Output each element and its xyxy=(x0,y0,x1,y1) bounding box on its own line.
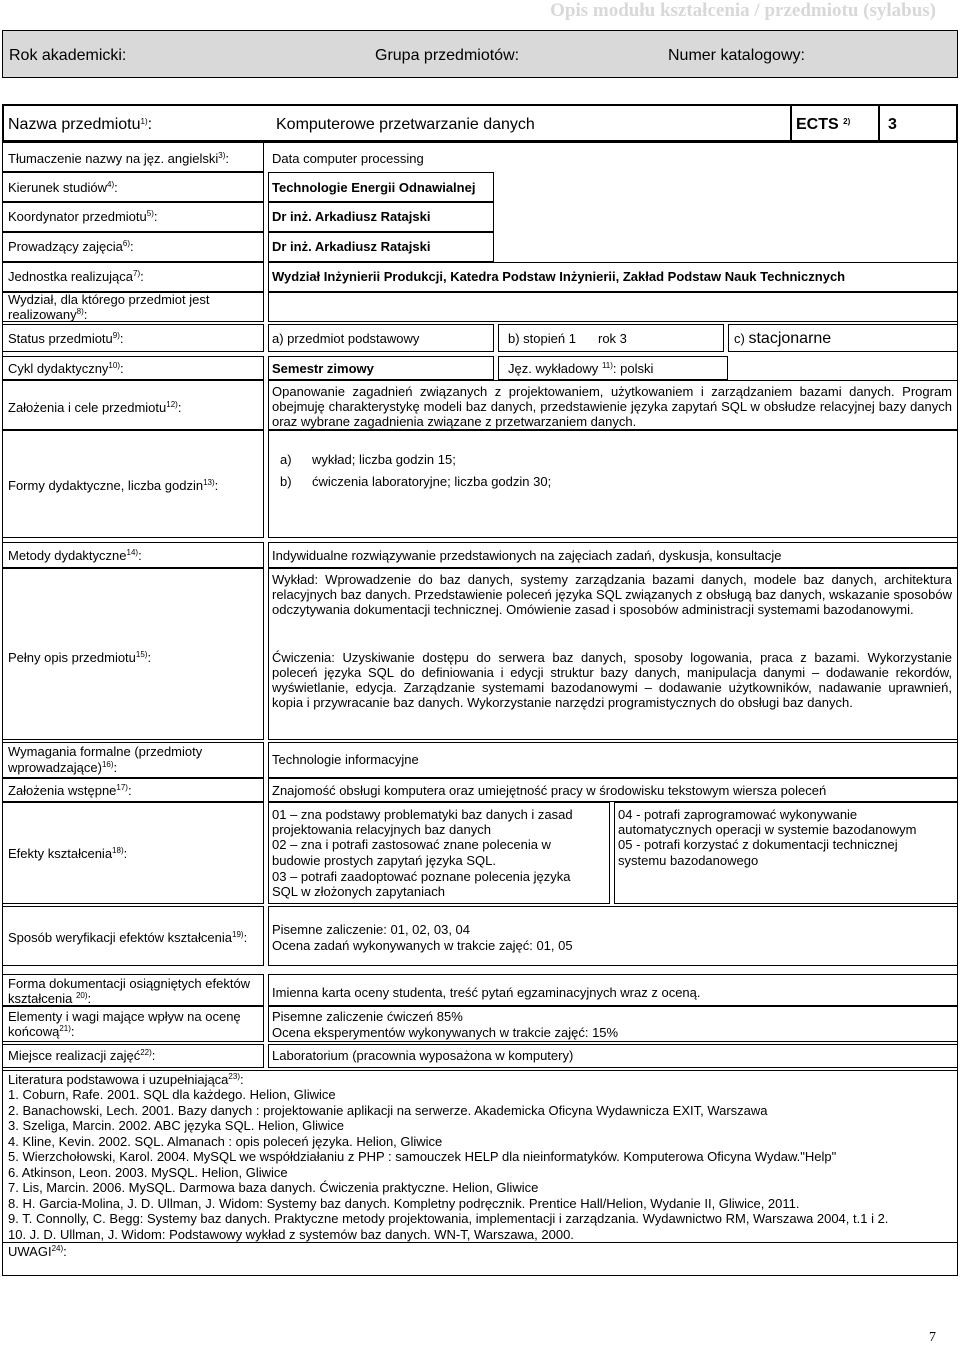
field-of-study-label: Kierunek studiów$^{4)}$: xyxy=(8,180,118,195)
lecturer-label: Prowadzący zajęcia$^{6)}$: xyxy=(8,239,134,254)
catalog-number-label: Numer katalogowy: xyxy=(668,47,805,64)
grading-label-line1: Elementy i wagi mające wpływ na ocenę xyxy=(8,1009,241,1024)
outcome-line: projektowania relacyjnych baz danych xyxy=(272,822,491,837)
literature-item: 4. Kline, Kevin. 2002. SQL. Almanach : opis poleceń języka. Helion, Gliwice xyxy=(8,1133,443,1149)
grading-label-line2: końcową$^{21)}$: xyxy=(8,1024,75,1039)
prerequisites-label-line1: Wymagania formalne (przedmioty xyxy=(8,744,203,759)
description-exercises: Ćwiczenia: Uzyskiwanie dostępu do serwera baz danych, sposoby logowania, praca z bazami. Wykorzystanie poleceń języka SQL do definiowania i edycji struktur bazy danych, manipulacja danymi – dodawanie rekordów, wyświetlanie, edycja. Zarządzanie systemami bazodanowymi – dodawanie użytkowników, nadawanie uprawnień, kopia i przywracanie baz danych. Wykorzystanie narzędzi programistycznych do obsługi baz danych. xyxy=(272,650,952,710)
outcome-line: SQL w złożonych zapytaniach xyxy=(272,884,445,899)
status-label: Status przedmiotu$^{9)}$: xyxy=(8,331,124,346)
literature-label: Literatura podstawowa i uzupełniająca$^{23)}$: xyxy=(8,1072,244,1087)
cycle-label: Cykl dydaktyczny$^{10)}$: xyxy=(8,361,124,376)
page-number: 7 xyxy=(929,1330,936,1345)
prerequisites-label-line2: wprowadzające)$^{16)}$: xyxy=(8,760,118,775)
grading-line: Pisemne zaliczenie ćwiczeń 85% xyxy=(272,1009,463,1024)
documentation-value: Imienna karta oceny studenta, treść pytań egzaminacyjnych wraz z oceną. xyxy=(272,985,701,1000)
academic-info-box xyxy=(2,30,958,78)
remarks-label: UWAGI$^{24)}$: xyxy=(8,1244,67,1259)
outcome-line: budowie prostych zapytań języka SQL. xyxy=(272,853,497,868)
faculty-label-line2: realizowany$^{8)}$: xyxy=(8,307,88,322)
teaching-form-a: wykład; liczba godzin 15; xyxy=(312,452,456,467)
outcome-line: 04 - potrafi zaprogramować wykonywanie xyxy=(618,807,858,822)
status-type: a) przedmiot podstawowy xyxy=(272,331,420,346)
description-lecture: Wykład: Wprowadzenie do baz danych, systemy zarządzania bazami danych, modele baz danych, architektura relacyjnych baz danych. Przedstawienie poleceń języka SQL związanych z obsługą baz danych, wskazanie sposobów odczytywania dokumentacji technicznej. Omówienie zasad i sposobów administracji systemami bazodanowymi. xyxy=(272,572,952,617)
literature-item: 3. Szeliga, Marcin. 2002. ABC języka SQL. Helion, Gliwice xyxy=(8,1118,344,1133)
status-year: rok 3 xyxy=(598,331,627,346)
outcome-line: 03 – potrafi zaadoptować poznane polecenia języka xyxy=(272,869,571,884)
field-of-study-value: Technologie Energii Odnawialnej xyxy=(272,180,476,195)
course-name-value: Komputerowe przetwarzanie danych xyxy=(276,116,535,133)
location-label: Miejsce realizacji zajęć$^{22)}$: xyxy=(8,1048,156,1063)
outcome-line: 05 - potrafi korzystać z dokumentacji technicznej xyxy=(618,837,898,852)
literature-item: 2. Banachowski, Lech. 2001. Bazy danych : projektowanie aplikacji na serwerze. Akademicka Oficyna Wydawnicza EXIT, Warszawa xyxy=(8,1102,768,1118)
learning-outcomes-label: Efekty kształcenia$^{18)}$: xyxy=(8,846,128,861)
literature-item: 1. Coburn, Rafe. 2001. SQL dla każdego. Helion, Gliwice xyxy=(8,1087,336,1102)
objectives-value: Opanowanie zagadnień związanych z projektowaniem, użytkowaniem i zarządzaniem bazami danych. Program obejmuję charakterystykę modeli baz danych, przedstawienie języka zapytań SQL w obsłudze relacyjnej bazy danych oraz wybrane zagadnienia związane z przetwarzaniem danych. xyxy=(272,384,952,429)
documentation-label-line2: kształcenia $^{20)}$: xyxy=(8,991,92,1006)
status-degree: b) stopień 1 xyxy=(508,331,576,346)
teaching-forms-label: Formy dydaktyczne, liczba godzin$^{13)}$: xyxy=(8,478,219,493)
literature-item: 9. T. Connolly, C. Begg: Systemy baz danych. Praktyczne metody projektowania, implementacji i zarządzania. Wydawnictwo RM, Warszawa 2004, t.1 i 2. xyxy=(8,1211,889,1226)
teaching-form-marker-a: a) xyxy=(280,452,292,467)
subject-group-label: Grupa przedmiotów: xyxy=(375,47,520,64)
literature-item: 5. Wierzchołowski, Karol. 2004. MySQL we współdziałaniu z PHP : samouczek HELP dla nieinformatyków. Komputerowa Oficyna Wydaw."Help" xyxy=(8,1149,837,1164)
cycle-value: Semestr zimowy xyxy=(272,361,374,376)
verification-label: Sposób weryfikacji efektów kształcenia$^{19)}$: xyxy=(8,930,248,945)
outcome-line: 01 – zna podstawy problematyki baz danych i zasad xyxy=(272,807,573,822)
course-name-row xyxy=(2,104,958,142)
location-value: Laboratorium (pracownia wyposażona w komputery) xyxy=(272,1048,574,1063)
methods-label: Metody dydaktyczne$^{14)}$: xyxy=(8,548,142,563)
coordinator-value: Dr inż. Arkadiusz Ratajski xyxy=(272,209,431,224)
teaching-form-marker-b: b) xyxy=(280,474,292,489)
literature-item: 6. Atkinson, Leon. 2003. MySQL. Helion, Gliwice xyxy=(8,1164,288,1180)
methods-value: Indywidualne rozwiązywanie przedstawionych na zajęciach zadań, dyskusja, konsultacje xyxy=(272,548,782,563)
outcome-line: 02 – zna i potrafi zastosować znane polecenia w xyxy=(272,837,551,852)
literature-item: 8. H. Garcia-Molina, J. D. Ullman, J. Widom: Systemy baz danych. Kompletny podręcznik. Prentice Hall/Helion, Wydanie II, Gliwice, 2011. xyxy=(8,1195,800,1211)
objectives-label: Założenia i cele przedmiotu$^{12)}$: xyxy=(8,400,182,415)
full-description-label: Pełny opis przedmiotu$^{15)}$: xyxy=(8,650,152,665)
initial-assumptions-value: Znajomość obsługi komputera oraz umiejętność pracy w środowisku tekstowym wiersza poleceń xyxy=(272,783,827,798)
documentation-label-line1: Forma dokumentacji osiągniętych efektów xyxy=(8,976,251,991)
coordinator-label: Koordynator przedmiotu$^{5)}$: xyxy=(8,209,158,224)
status-mode: c) stacjonarne xyxy=(734,330,832,347)
initial-assumptions-label: Założenia wstępne$^{17)}$: xyxy=(8,783,132,798)
unit-label: Jednostka realizująca$^{7)}$: xyxy=(8,269,144,284)
literature-item: 10. J. D. Ullman, J. Widom: Podstawowy wykład z systemów baz danych. WN-T, Warszawa, 2000. xyxy=(8,1226,574,1242)
ects-value: 3 xyxy=(888,116,897,133)
document-title: Opis modułu kształcenia / przedmiotu (sylabus) xyxy=(550,0,936,21)
ects-label: ECTS $^{2)}$ xyxy=(796,116,851,133)
translation-label: Tłumaczenie nazwy na jęz. angielski$^{3)}$: xyxy=(8,151,230,166)
verification-line: Ocena zadań wykonywanych w trakcie zajęć: 01, 05 xyxy=(272,938,573,953)
lecture-language: Jęz. wykładowy $^{11)}$: polski xyxy=(508,361,654,376)
teaching-form-b: ćwiczenia laboratoryjne; liczba godzin 30; xyxy=(312,474,552,489)
academic-year-label: Rok akademicki: xyxy=(9,47,127,64)
course-name-label: Nazwa przedmiotu$^{1)}$: xyxy=(8,116,153,133)
lecturer-value: Dr inż. Arkadiusz Ratajski xyxy=(272,239,431,254)
verification-line: Pisemne zaliczenie: 01, 02, 03, 04 xyxy=(272,922,471,937)
grading-line: Ocena eksperymentów wykonywanych w trakcie zajęć: 15% xyxy=(272,1025,619,1040)
translation-value: Data computer processing xyxy=(272,151,424,166)
literature-item: 7. Lis, Marcin. 2006. MySQL. Darmowa baza danych. Ćwiczenia praktyczne. Helion, Gliwice xyxy=(8,1180,539,1195)
prerequisites-value: Technologie informacyjne xyxy=(272,752,419,767)
faculty-label-line1: Wydział, dla którego przedmiot jest xyxy=(8,292,210,307)
outcome-line: automatycznych operacji w systemie bazodanowym xyxy=(618,822,917,837)
outcome-line: systemu bazodanowego xyxy=(618,853,759,868)
unit-value: Wydział Inżynierii Produkcji, Katedra Podstaw Inżynierii, Zakład Podstaw Nauk Technicznych xyxy=(272,269,846,284)
